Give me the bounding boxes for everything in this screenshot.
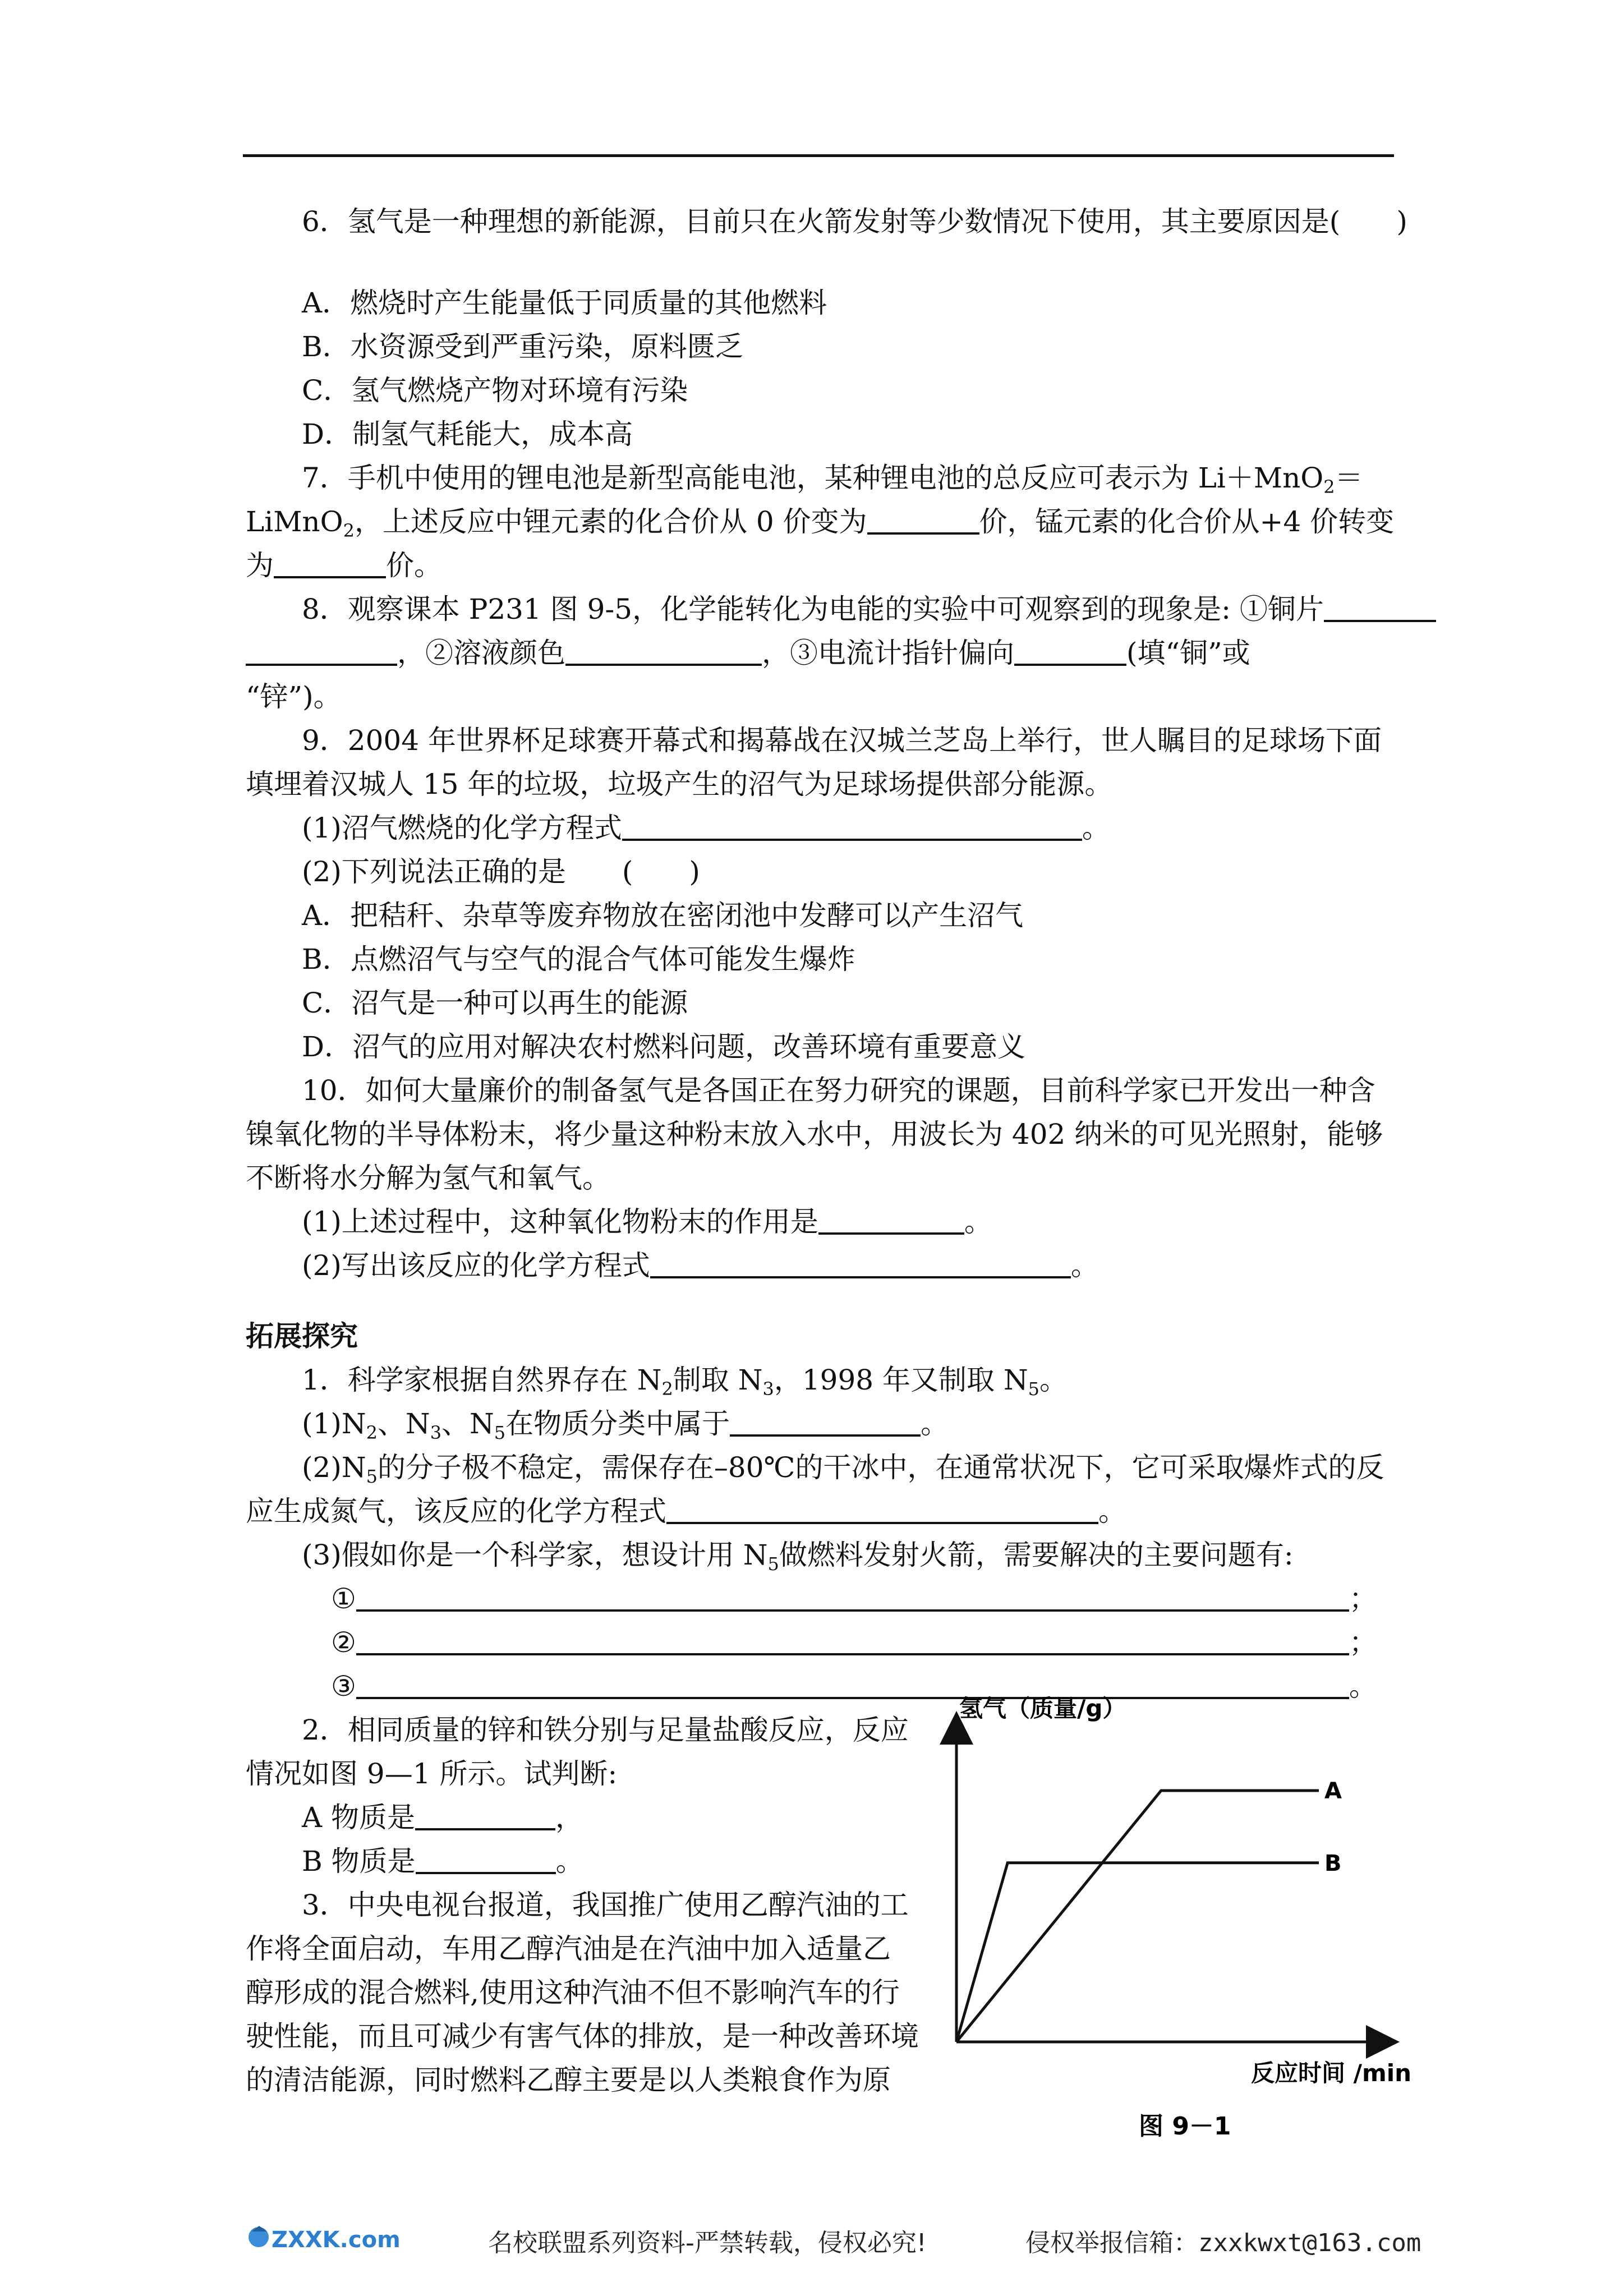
- q9-line1: 9．2004 年世界杯足球赛开幕式和揭幕战在汉城兰芝岛上举行，世人瞩目的足球场下面: [302, 724, 1382, 757]
- svg-text:ZXXK.com: ZXXK.com: [272, 2227, 401, 2253]
- zxxk-logo-icon: [245, 2220, 413, 2260]
- q8-line1: 8．观察课本 P231 图 9-5，化学能转化为电能的实验中可观察到的现象是: ①铜片: [302, 592, 1436, 626]
- ext-q1-part2-cont: 应生成氮气，该反应的化学方程式 。: [246, 1495, 1126, 1527]
- figure-caption: 图 9－1: [1139, 2112, 1231, 2141]
- x-axis-label: 反应时间 /min: [1251, 2059, 1412, 2087]
- ext-q2-line1: 2．相同质量的锌和铁分别与足量盐酸反应，反应: [302, 1714, 909, 1746]
- q10-part2: (2)写出该反应的化学方程式 。: [302, 1249, 1099, 1282]
- ext-q1-blank-1[interactable]: [730, 1410, 921, 1437]
- ext-q3-line1: 3．中央电视台报道，我国推广使用乙醇汽油的工: [302, 1889, 909, 1921]
- q9-option-a: A．把秸秆、杂草等废弃物放在密闭池中发酵可以产生沼气: [302, 899, 1024, 932]
- q7-line2: LiMnO$_2$，上述反应中锂元素的化合价从 0 价变为 价，锰元素的化合价从+4 价转变: [246, 505, 1395, 541]
- q8-line2: ，②溶液颜色 ，③电流计指针偏向 (填“铜”或: [246, 636, 1250, 670]
- q8-blank-2[interactable]: [565, 639, 762, 666]
- ext-q1-answer-3: ③ 。: [331, 1670, 1377, 1703]
- q7-blank-2[interactable]: [274, 551, 386, 578]
- reaction-chart: [926, 1677, 1430, 2182]
- ext-q1-answer-1: ① ；: [331, 1582, 1377, 1615]
- ext-q1-part1: $(1)N_2$、$N_3$、$N_5$在物质分类中属于 。: [302, 1407, 949, 1443]
- footer-slogan: 名校联盟系列资料-严禁转载，侵权必究!: [488, 2229, 927, 2257]
- q9-option-b: B．点燃沼气与空气的混合气体可能发生爆炸: [302, 943, 855, 976]
- q6-option-d: D．制氢气耗能大，成本高: [302, 418, 633, 450]
- q7-line1: 7．手机中使用的锂电池是新型高能电池，某种锂电池的总反应可表示为 Li＋MnO$_2$＝: [302, 462, 1363, 498]
- q9-part1: (1)沼气燃烧的化学方程式 。: [302, 812, 1110, 844]
- y-axis-label: 氢气（质量/g）: [959, 1695, 1126, 1722]
- q9-blank-equation[interactable]: [622, 814, 1082, 841]
- ext-q3-line3: 醇形成的混合燃料,使用这种汽油不但不影响汽车的行: [246, 1976, 900, 2009]
- q6-option-c: C．氢气燃烧产物对环境有污染: [302, 374, 688, 407]
- q7-blank-1[interactable]: [867, 508, 979, 535]
- section-heading: 拓展探究: [246, 1319, 358, 1352]
- ext-q1-answer-2: ② ；: [331, 1626, 1377, 1659]
- q8-blank-1b[interactable]: [246, 639, 397, 666]
- series-label-b: B: [1324, 1850, 1342, 1876]
- ext-q2-blank-a[interactable]: [415, 1803, 555, 1830]
- ext-q2-answer-b: B 物质是 。: [302, 1845, 584, 1878]
- q10-blank-2[interactable]: [650, 1251, 1071, 1278]
- q9-option-d: D．沼气的应用对解决农村燃料问题，改善环境有重要意义: [302, 1030, 1026, 1063]
- ext-q3-line4: 驶性能，而且可减少有害气体的排放，是一种改善环境: [246, 2020, 919, 2053]
- ext-q1-blank-2[interactable]: [666, 1497, 1098, 1524]
- ext-q3-line2: 作将全面启动，车用乙醇汽油是在汽油中加入适量乙: [246, 1932, 891, 1965]
- q10-blank-1[interactable]: [818, 1208, 964, 1235]
- q9-line2: 填埋着汉城人 15 年的垃圾，垃圾产生的沼气为足球场提供部分能源。: [246, 768, 1113, 800]
- q6-option-b: B．水资源受到严重污染，原料匮乏: [302, 330, 743, 363]
- q10-part1: (1)上述过程中，这种氧化物粉末的作用是 。: [302, 1205, 992, 1238]
- series-label-a: A: [1324, 1778, 1342, 1804]
- q8-blank-3[interactable]: [1014, 639, 1126, 666]
- footer-logo: [245, 2220, 413, 2262]
- ext-q1-part2: $(2)N_5$的分子极不稳定，需保存在–80℃的干冰中，在通常状况下，它可采取爆炸式的反: [302, 1451, 1384, 1487]
- q9-part2: (2)下列说法正确的是 ( ): [302, 855, 700, 888]
- q8-blank-1a[interactable]: [1324, 595, 1436, 622]
- series-line-b: [956, 1863, 1319, 2042]
- q9-option-c: C．沼气是一种可以再生的能源: [302, 987, 688, 1019]
- q6-option-a: A．燃烧时产生能量低于同质量的其他燃料: [302, 287, 827, 319]
- ext-q1-blank-3[interactable]: [356, 1585, 1349, 1612]
- ext-q2-line2: 情况如图 9—1 所示。试判断:: [246, 1757, 618, 1790]
- q10-line1: 10．如何大量廉价的制备氢气是各国正在努力研究的课题，目前科学家已开发出一种含: [302, 1074, 1375, 1107]
- q8-line3: “锌”)。: [246, 680, 342, 713]
- ext-q1-blank-4[interactable]: [356, 1628, 1349, 1655]
- footer-report-email[interactable]: 侵权举报信箱：zxxkwxt@163.com: [1025, 2229, 1421, 2257]
- top-rule: [243, 154, 1394, 157]
- q6-stem: 6．氢气是一种理想的新能源，目前只在火箭发射等少数情况下使用，其主要原因是( ): [302, 205, 1407, 238]
- ext-q3-line5: 的清洁能源，同时燃料乙醇主要是以人类粮食作为原: [246, 2064, 891, 2096]
- ext-q2-answer-a: A 物质是 ，: [302, 1801, 584, 1834]
- ext-q2-blank-b[interactable]: [416, 1847, 556, 1874]
- q10-line2: 镍氧化物的半导体粉末，将少量这种粉末放入水中，用波长为 402 纳米的可见光照射，能够: [246, 1118, 1383, 1151]
- q7-line3: 为 价。: [246, 549, 442, 582]
- series-layer: [956, 1778, 1342, 2042]
- ext-q1-line1: 1．科学家根据自然界存在 $N_2$制取 $N_3$，1998 年又制取 $N_5$。: [302, 1364, 1068, 1400]
- series-line-a: [956, 1791, 1319, 2042]
- q10-line3: 不断将水分解为氢气和氧气。: [246, 1162, 610, 1194]
- ext-q1-part3: (3)假如你是一个科学家，想设计用 $N_5$做燃料发射火箭，需要解决的主要问题有:: [302, 1539, 1294, 1575]
